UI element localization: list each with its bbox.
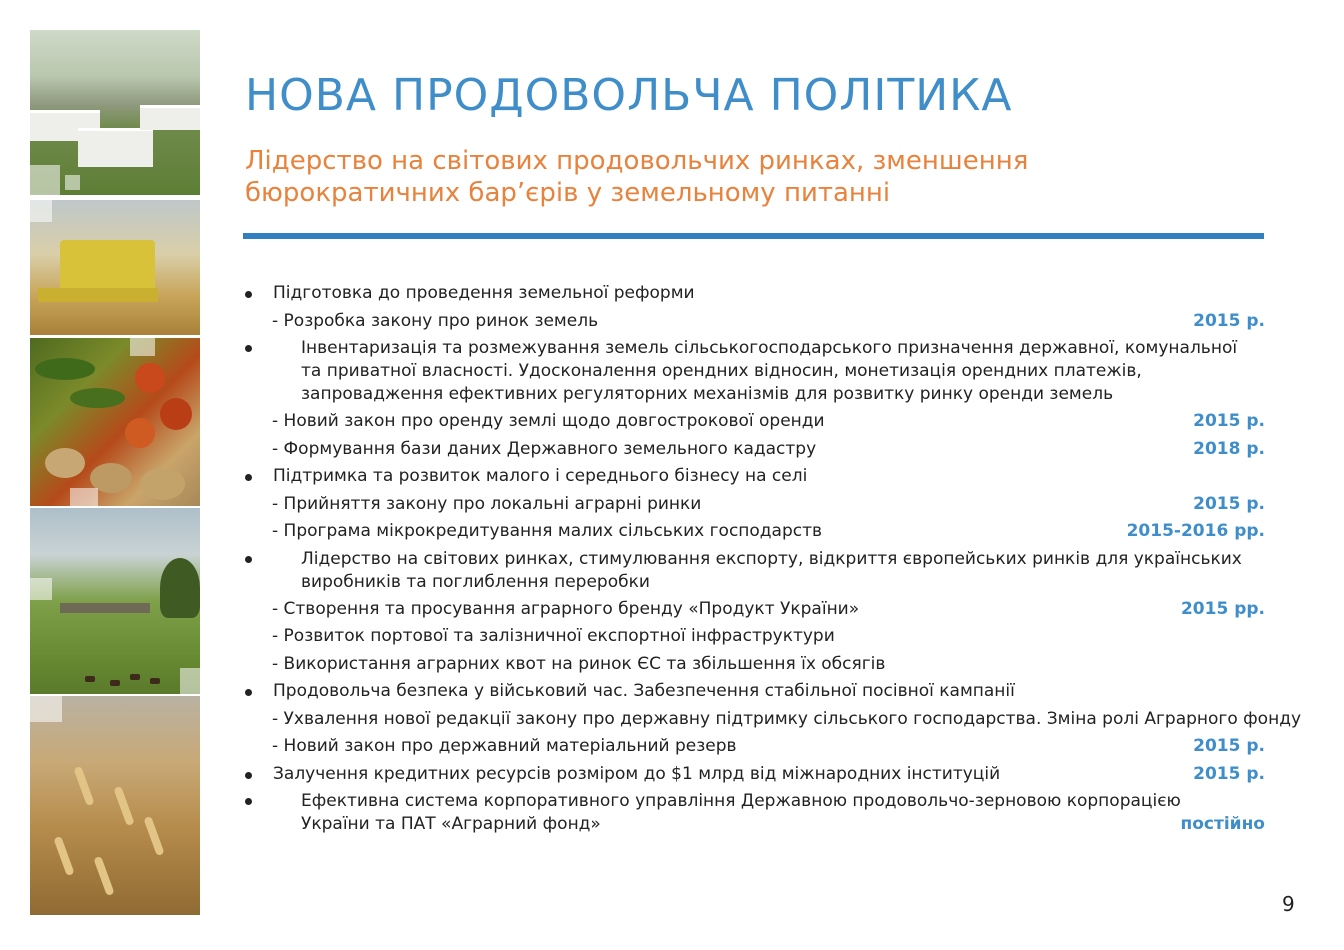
- item-text: Продовольча безпека у військовий час. Забезпечення стабільної посівної кампанії: [273, 681, 1015, 701]
- item-text: - Новий закон про оренду землі щодо довгострокової оренди: [272, 411, 825, 431]
- bullet-item: [245, 788, 1265, 838]
- sub-item: [245, 596, 1265, 624]
- decor-tile: [130, 338, 155, 356]
- bullet-dot-icon: [245, 556, 252, 563]
- item-text: Підготовка до проведення земельної реформи: [273, 283, 695, 303]
- potato-shape: [140, 468, 185, 500]
- sub-item: [245, 651, 1265, 679]
- decor-tile: [30, 200, 52, 222]
- cucumber-shape: [70, 388, 125, 408]
- item-text: - Прийняття закону про локальні аграрні ринки: [272, 493, 702, 514]
- farm-building: [78, 128, 153, 167]
- item-date: 2015 р.: [1193, 411, 1265, 431]
- page-number: 9: [1282, 892, 1295, 916]
- bullet-dot-icon: [245, 689, 252, 696]
- photo-strip: [30, 30, 200, 915]
- sub-item: [245, 408, 1265, 436]
- sub-item: [245, 706, 1302, 734]
- tomato-shape: [160, 398, 192, 430]
- item-date: постійно: [1180, 814, 1265, 834]
- header-divider: [243, 233, 1264, 239]
- potato-shape: [45, 448, 85, 478]
- decor-tile: [65, 175, 80, 190]
- bullet-item: [245, 280, 1265, 308]
- cucumber-shape: [35, 358, 95, 380]
- sub-item: [245, 518, 1265, 546]
- item-date: 2015 рр.: [1180, 598, 1265, 619]
- item-date: 2015-2016 рр.: [1126, 521, 1265, 541]
- item-text: - Програма мікрокредитування малих сільських господарств: [272, 521, 823, 541]
- decor-tile: [30, 165, 60, 195]
- bullet-dot-icon: [245, 474, 252, 481]
- item-text: Інвентаризація та розмежування земель сільськогосподарського призначення державної, комунальної та приватної власності. Удосконалення орендних відносин, монетизація орендних платежів, запровадження ефективних регуляторних механізмів для розвитку ринку оренди земель: [301, 338, 1238, 404]
- sub-item: [245, 733, 1265, 761]
- cow-shape: [150, 678, 160, 684]
- bullet-dot-icon: [245, 798, 252, 805]
- decor-tile: [180, 668, 200, 694]
- item-text: Підтримка та розвиток малого і середнього бізнесу на селі: [273, 466, 808, 486]
- item-text: - Формування бази даних Державного земельного кадастру: [272, 438, 817, 459]
- bullet-item: [245, 546, 1265, 596]
- farm-building: [140, 105, 200, 130]
- item-date: 2015 р.: [1193, 310, 1265, 331]
- pasture-photo: [30, 508, 200, 694]
- decor-tile: [30, 696, 62, 722]
- item-text: - Новий закон про державний матеріальний резерв: [272, 736, 737, 756]
- item-text: Ефективна система корпоративного управління Державною продовольчо-зерновою корпорацією України та ПАТ «Аграрний фонд»: [301, 791, 1181, 834]
- item-text: Лідерство на світових ринках, стимулювання експорту, відкриття європейських ринків для українських виробників та поглиблення переробки: [301, 548, 1242, 592]
- tomato-shape: [135, 363, 165, 393]
- item-text: - Використання аграрних квот на ринок ЄС та збільшення їх обсягів: [272, 653, 886, 674]
- wheat-ear-shape: [53, 836, 74, 876]
- tomato-shape: [125, 418, 155, 448]
- sub-item: [245, 491, 1265, 519]
- tree-shape: [160, 558, 200, 618]
- item-date: 2015 р.: [1193, 763, 1265, 784]
- page-title: НОВА ПРОДОВОЛЬЧА ПОЛІТИКА: [245, 70, 1013, 121]
- item-text: - Створення та просування аграрного бренду «Продукт України»: [272, 598, 860, 619]
- decor-tile: [70, 488, 98, 506]
- harvester-header-shape: [38, 288, 158, 302]
- bullet-item: [245, 678, 1265, 706]
- bullet-item: [245, 335, 1265, 408]
- item-text: Залучення кредитних ресурсів розміром до $1 млрд від міжнародних інституцій: [273, 763, 1001, 784]
- item-text: - Розвиток портової та залізничної експортної інфраструктури: [272, 626, 835, 646]
- decor-tile: [30, 578, 52, 600]
- policy-list: [245, 280, 1302, 838]
- bullet-dot-icon: [245, 772, 252, 779]
- cow-shape: [85, 676, 95, 682]
- wheat-photo: [30, 696, 200, 915]
- page-subtitle: Лідерство на світових продовольчих ринках, зменшення бюрократичних бар’єрів у земельному питанні: [245, 146, 1029, 208]
- harvester-photo: [30, 200, 200, 335]
- cow-shape: [110, 680, 120, 686]
- bullet-dot-icon: [245, 291, 252, 298]
- wheat-ear-shape: [143, 816, 164, 856]
- vegetables-photo: [30, 338, 200, 506]
- item-date: 2015 р.: [1193, 493, 1265, 514]
- bullet-item: [245, 761, 1265, 789]
- cow-shape: [130, 674, 140, 680]
- wheat-ear-shape: [113, 786, 134, 826]
- sub-item: [245, 436, 1265, 464]
- item-date: 2018 р.: [1193, 438, 1265, 459]
- item-text: - Розробка закону про ринок земель: [272, 310, 599, 331]
- bullet-dot-icon: [245, 345, 252, 352]
- harvester-shape: [60, 240, 155, 295]
- farm-photo: [30, 30, 200, 195]
- bullet-item: [245, 463, 1265, 491]
- sub-item: [245, 623, 1265, 651]
- farmstead-shape: [60, 603, 150, 613]
- sub-item: [245, 308, 1265, 336]
- wheat-ear-shape: [93, 856, 114, 896]
- item-date: 2015 р.: [1193, 736, 1265, 756]
- item-text: - Ухвалення нової редакції закону про державну підтримку сільського господарства. Зміна ролі Аграрного фонду: [272, 708, 1302, 729]
- wheat-ear-shape: [73, 766, 94, 806]
